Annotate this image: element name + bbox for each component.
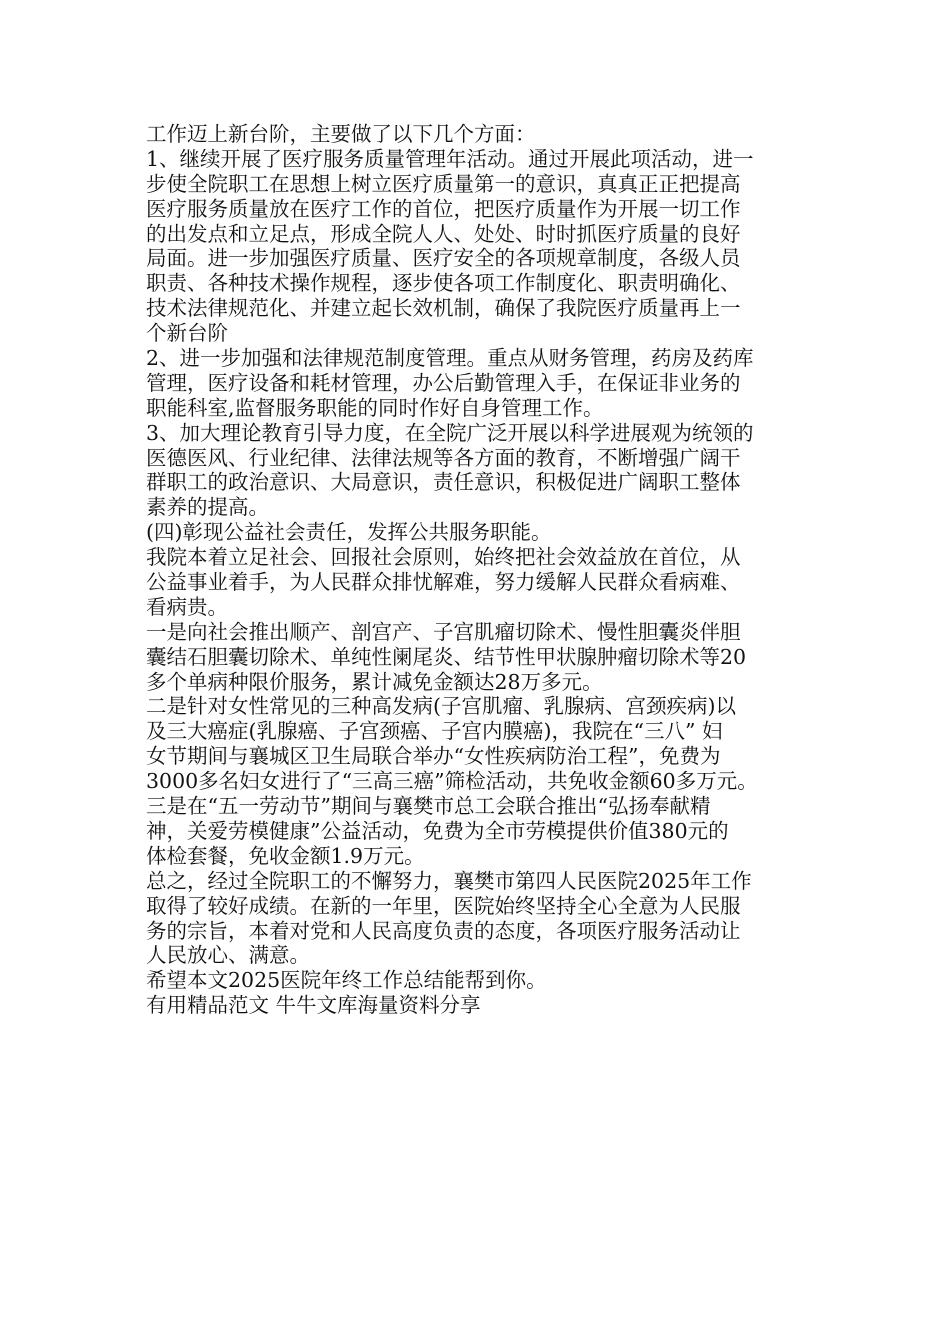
document-body bbox=[146, 122, 826, 1018]
text-line: 女节期间与襄城区卫生局联合举办“女性疾病防治工程”，免费为 bbox=[146, 744, 721, 769]
text-line: 二是针对女性常见的三种高发病(子宫肌瘤、乳腺病、宫颈疾病)以 bbox=[146, 694, 736, 719]
text-line: 一是向社会推出顺产、剖宫产、子宫肌瘤切除术、慢性胆囊炎伴胆 bbox=[146, 619, 741, 644]
text-line: 3、加大理论教育引导力度，在全院广泛开展以科学进展观为统领的 bbox=[146, 420, 754, 445]
text-line: 取得了较好成绩。在新的一年里，医院始终坚持全心全意为人民服 bbox=[146, 893, 741, 918]
text-line: 职能科室,监督服务职能的同时作好自身管理工作。 bbox=[146, 395, 604, 420]
text-line: 体检套餐，免收金额1.9万元。 bbox=[146, 843, 425, 868]
text-line: 个新台阶 bbox=[146, 321, 228, 346]
text-line: 囊结石胆囊切除术、单纯性阑尾炎、结节性甲状腺肿瘤切除术等20 bbox=[146, 644, 747, 669]
text-line: 1、继续开展了医疗服务质量管理年活动。通过开展此项活动，进一 bbox=[146, 146, 754, 171]
text-line: 职责、各种技术操作规程，逐步使各项工作制度化、职责明确化、 bbox=[146, 271, 741, 296]
text-line: 及三大癌症(乳腺癌、子宫颈癌、子宫内膜癌)，我院在“三八” 妇 bbox=[146, 719, 723, 744]
text-line: 看病贵。 bbox=[146, 594, 228, 619]
text-line: 3000多名妇女进行了“三高三癌”筛检活动，共免收金额60多万元。 bbox=[146, 769, 758, 794]
text-line: 人民放心、满意。 bbox=[146, 943, 310, 968]
text-line: (四)彰现公益社会责任，发挥公共服务职能。 bbox=[146, 520, 552, 545]
text-line: 三是在“五一劳动节”期间与襄樊市总工会联合推出“弘扬奉献精 bbox=[146, 794, 711, 819]
text-line: 技术法律规范化、并建立起长效机制，确保了我院医疗质量再上一 bbox=[146, 296, 741, 321]
text-line: 希望本文2025医院年终工作总结能帮到你。 bbox=[146, 968, 547, 993]
text-line: 我院本着立足社会、回报社会原则，始终把社会效益放在首位，从 bbox=[146, 545, 741, 570]
text-line: 多个单病种限价服务，累计减免金额达28万多元。 bbox=[146, 669, 603, 694]
text-line: 的出发点和立足点，形成全院人人、处处、时时抓医疗质量的良好 bbox=[146, 221, 741, 246]
text-line: 神，关爱劳模健康”公益活动，免费为全市劳模提供价值380元的 bbox=[146, 818, 729, 843]
text-line: 工作迈上新台阶，主要做了以下几个方面： bbox=[146, 122, 536, 146]
text-line: 2、进一步加强和法律规范制度管理。重点从财务管理，药房及药库 bbox=[146, 346, 754, 371]
text-line: 总之，经过全院职工的不懈努力，襄樊市第四人民医院2025年工作 bbox=[146, 868, 752, 893]
text-line: 局面。进一步加强医疗质量、医疗安全的各项规章制度，各级人员 bbox=[146, 246, 741, 271]
text-line: 步使全院职工在思想上树立医疗质量第一的意识，真真正正把提高 bbox=[146, 171, 741, 196]
text-line: 素养的提高。 bbox=[146, 495, 269, 520]
text-line: 医德医风、行业纪律、法律法规等各方面的教育，不断增强广阔干 bbox=[146, 445, 741, 470]
text-line: 群职工的政治意识、大局意识，责任意识，积极促进广阔职工整体 bbox=[146, 470, 741, 495]
text-line: 务的宗旨，本着对党和人民高度负责的态度，各项医疗服务活动让 bbox=[146, 918, 741, 943]
text-line: 公益事业着手，为人民群众排忧解难，努力缓解人民群众看病难、 bbox=[146, 570, 741, 595]
text-line: 管理，医疗设备和耗材管理，办公后勤管理入手，在保证非业务的 bbox=[146, 370, 741, 395]
text-line: 医疗服务质量放在医疗工作的首位，把医疗质量作为开展一切工作 bbox=[146, 196, 741, 221]
footer-line: 有用精品范文 牛牛文库海量资料分享 bbox=[146, 993, 481, 1018]
